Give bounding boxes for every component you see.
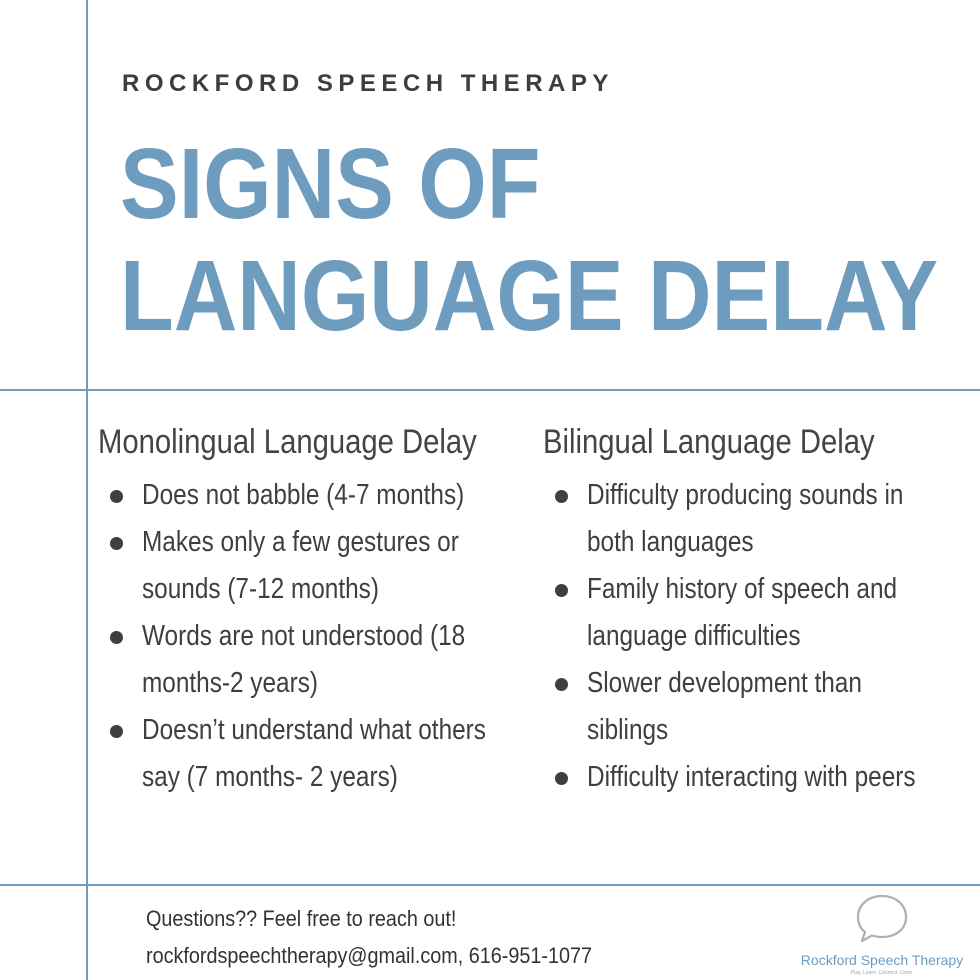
vertical-divider [86, 0, 88, 980]
title-line-2: LANGUAGE DELAY [120, 240, 939, 352]
list-item: Words are not understood (18 months-2 years) [98, 613, 518, 707]
footer-divider [0, 884, 980, 886]
bullet-icon [110, 725, 123, 738]
bullet-icon [555, 584, 568, 597]
sign-list [543, 472, 963, 801]
speech-bubble-icon [854, 892, 910, 946]
list-item: Family history of speech and language difficulties [543, 566, 963, 660]
column-heading: Monolingual Language Delay [98, 423, 477, 461]
list-item: Does not babble (4-7 months) [98, 472, 518, 519]
title-line-1: SIGNS OF [120, 128, 541, 240]
column-heading: Bilingual Language Delay [543, 423, 875, 461]
bilingual-column [543, 418, 963, 801]
bullet-icon [110, 490, 123, 503]
bullet-icon [110, 537, 123, 550]
contact-info: rockfordspeechtherapy@gmail.com, 616-951-1077 [146, 943, 593, 968]
bullet-icon [555, 772, 568, 785]
logo-tagline: Play. Learn. Connect. Grow. [850, 970, 914, 976]
logo [796, 888, 968, 976]
page-title [120, 128, 938, 352]
logo-name: Rockford Speech Therapy [800, 952, 964, 968]
list-item: Makes only a few gestures or sounds (7-12 months) [98, 519, 518, 613]
bullet-icon [555, 678, 568, 691]
bullet-icon [110, 631, 123, 644]
sign-list [98, 472, 518, 801]
bullet-icon [555, 490, 568, 503]
footer-contact [146, 900, 592, 974]
footer-question: Questions?? Feel free to reach out! [146, 906, 457, 931]
list-item: Slower development than siblings [543, 660, 963, 754]
list-item: Difficulty producing sounds in both languages [543, 472, 963, 566]
list-item: Doesn’t understand what others say (7 months- 2 years) [98, 707, 518, 801]
header-divider [0, 389, 980, 391]
monolingual-column [98, 418, 518, 801]
list-item: Difficulty interacting with peers [543, 754, 963, 801]
brand-name: ROCKFORD SPEECH THERAPY [122, 70, 614, 97]
